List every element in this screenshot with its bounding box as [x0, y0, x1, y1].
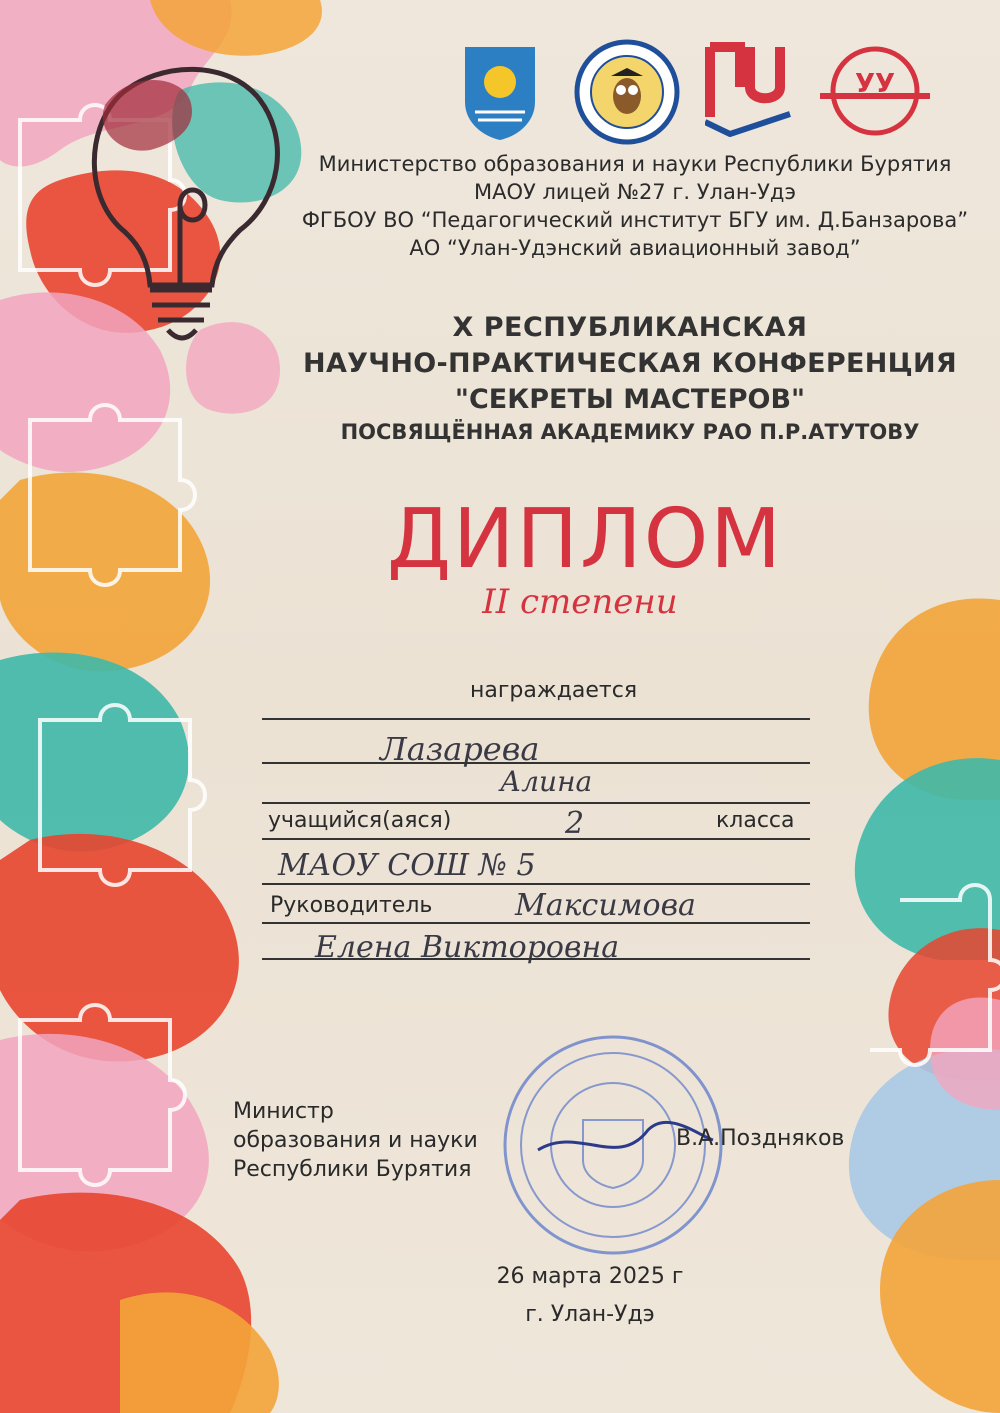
organizers-header [290, 150, 980, 262]
position-line: Республики Бурятия [233, 1157, 472, 1182]
form-line [262, 722, 810, 764]
organizer-line: АО “Улан-Удэнский авиационный завод” [409, 236, 861, 260]
awarded-label: награждается [470, 678, 638, 703]
position-line: образования и науки [233, 1128, 478, 1153]
supervisor-label: Руководитель [270, 893, 433, 918]
title-line-2: НАУЧНО-ПРАКТИЧЕСКАЯ КОНФЕРЕНЦИЯ [303, 348, 957, 379]
grade-value: 2 [565, 806, 585, 841]
organizer-line: МАОУ лицей №27 г. Улан-Удэ [474, 180, 796, 204]
supervisor-surname: Максимова [515, 888, 696, 923]
svg-text:УУ: УУ [854, 69, 896, 99]
position-line: Министр [233, 1099, 334, 1124]
form-line [262, 918, 810, 960]
organizer-line: ФГБОУ ВО “Педагогический институт БГУ им. Д.Банзарова” [301, 208, 969, 232]
pi-institute-logo-icon [705, 42, 795, 137]
recipient-surname: Лазарева [380, 730, 540, 768]
diploma-heading: ДИПЛОМ [386, 492, 783, 587]
student-label: учащийся(аяся) [268, 808, 452, 833]
aviation-plant-logo-icon [815, 44, 935, 139]
title-line-1: X РЕСПУБЛИКАНСКАЯ [452, 312, 808, 343]
supervisor-name: Елена Викторовна [315, 930, 620, 965]
school-value: МАОУ СОШ № 5 [278, 848, 536, 883]
class-label: класса [716, 808, 795, 833]
form-line [262, 798, 810, 840]
signatory-position [233, 1097, 478, 1184]
issue-date: 26 марта 2025 г [496, 1264, 684, 1289]
form-line [262, 843, 810, 885]
organizer-line: Министерство образования и науки Республики Бурятия [318, 152, 952, 176]
form-line [262, 678, 810, 720]
recipient-name: Алина [500, 765, 593, 798]
conference-title [270, 310, 990, 446]
diploma-degree: II степени [482, 582, 678, 622]
coat-of-arms-icon [460, 42, 540, 142]
signatory-name: В.А.Поздняков [676, 1126, 845, 1151]
issue-city: г. Улан-Удэ [525, 1302, 655, 1327]
lyceum-emblem-icon [573, 38, 681, 146]
footer [470, 1258, 710, 1334]
title-line-4: ПОСВЯЩЁННАЯ АКАДЕМИКУ РАО П.Р.АТУТОВУ [340, 420, 920, 444]
title-line-3: "СЕКРЕТЫ МАСТЕРОВ" [454, 384, 806, 415]
logos-row [455, 38, 935, 148]
